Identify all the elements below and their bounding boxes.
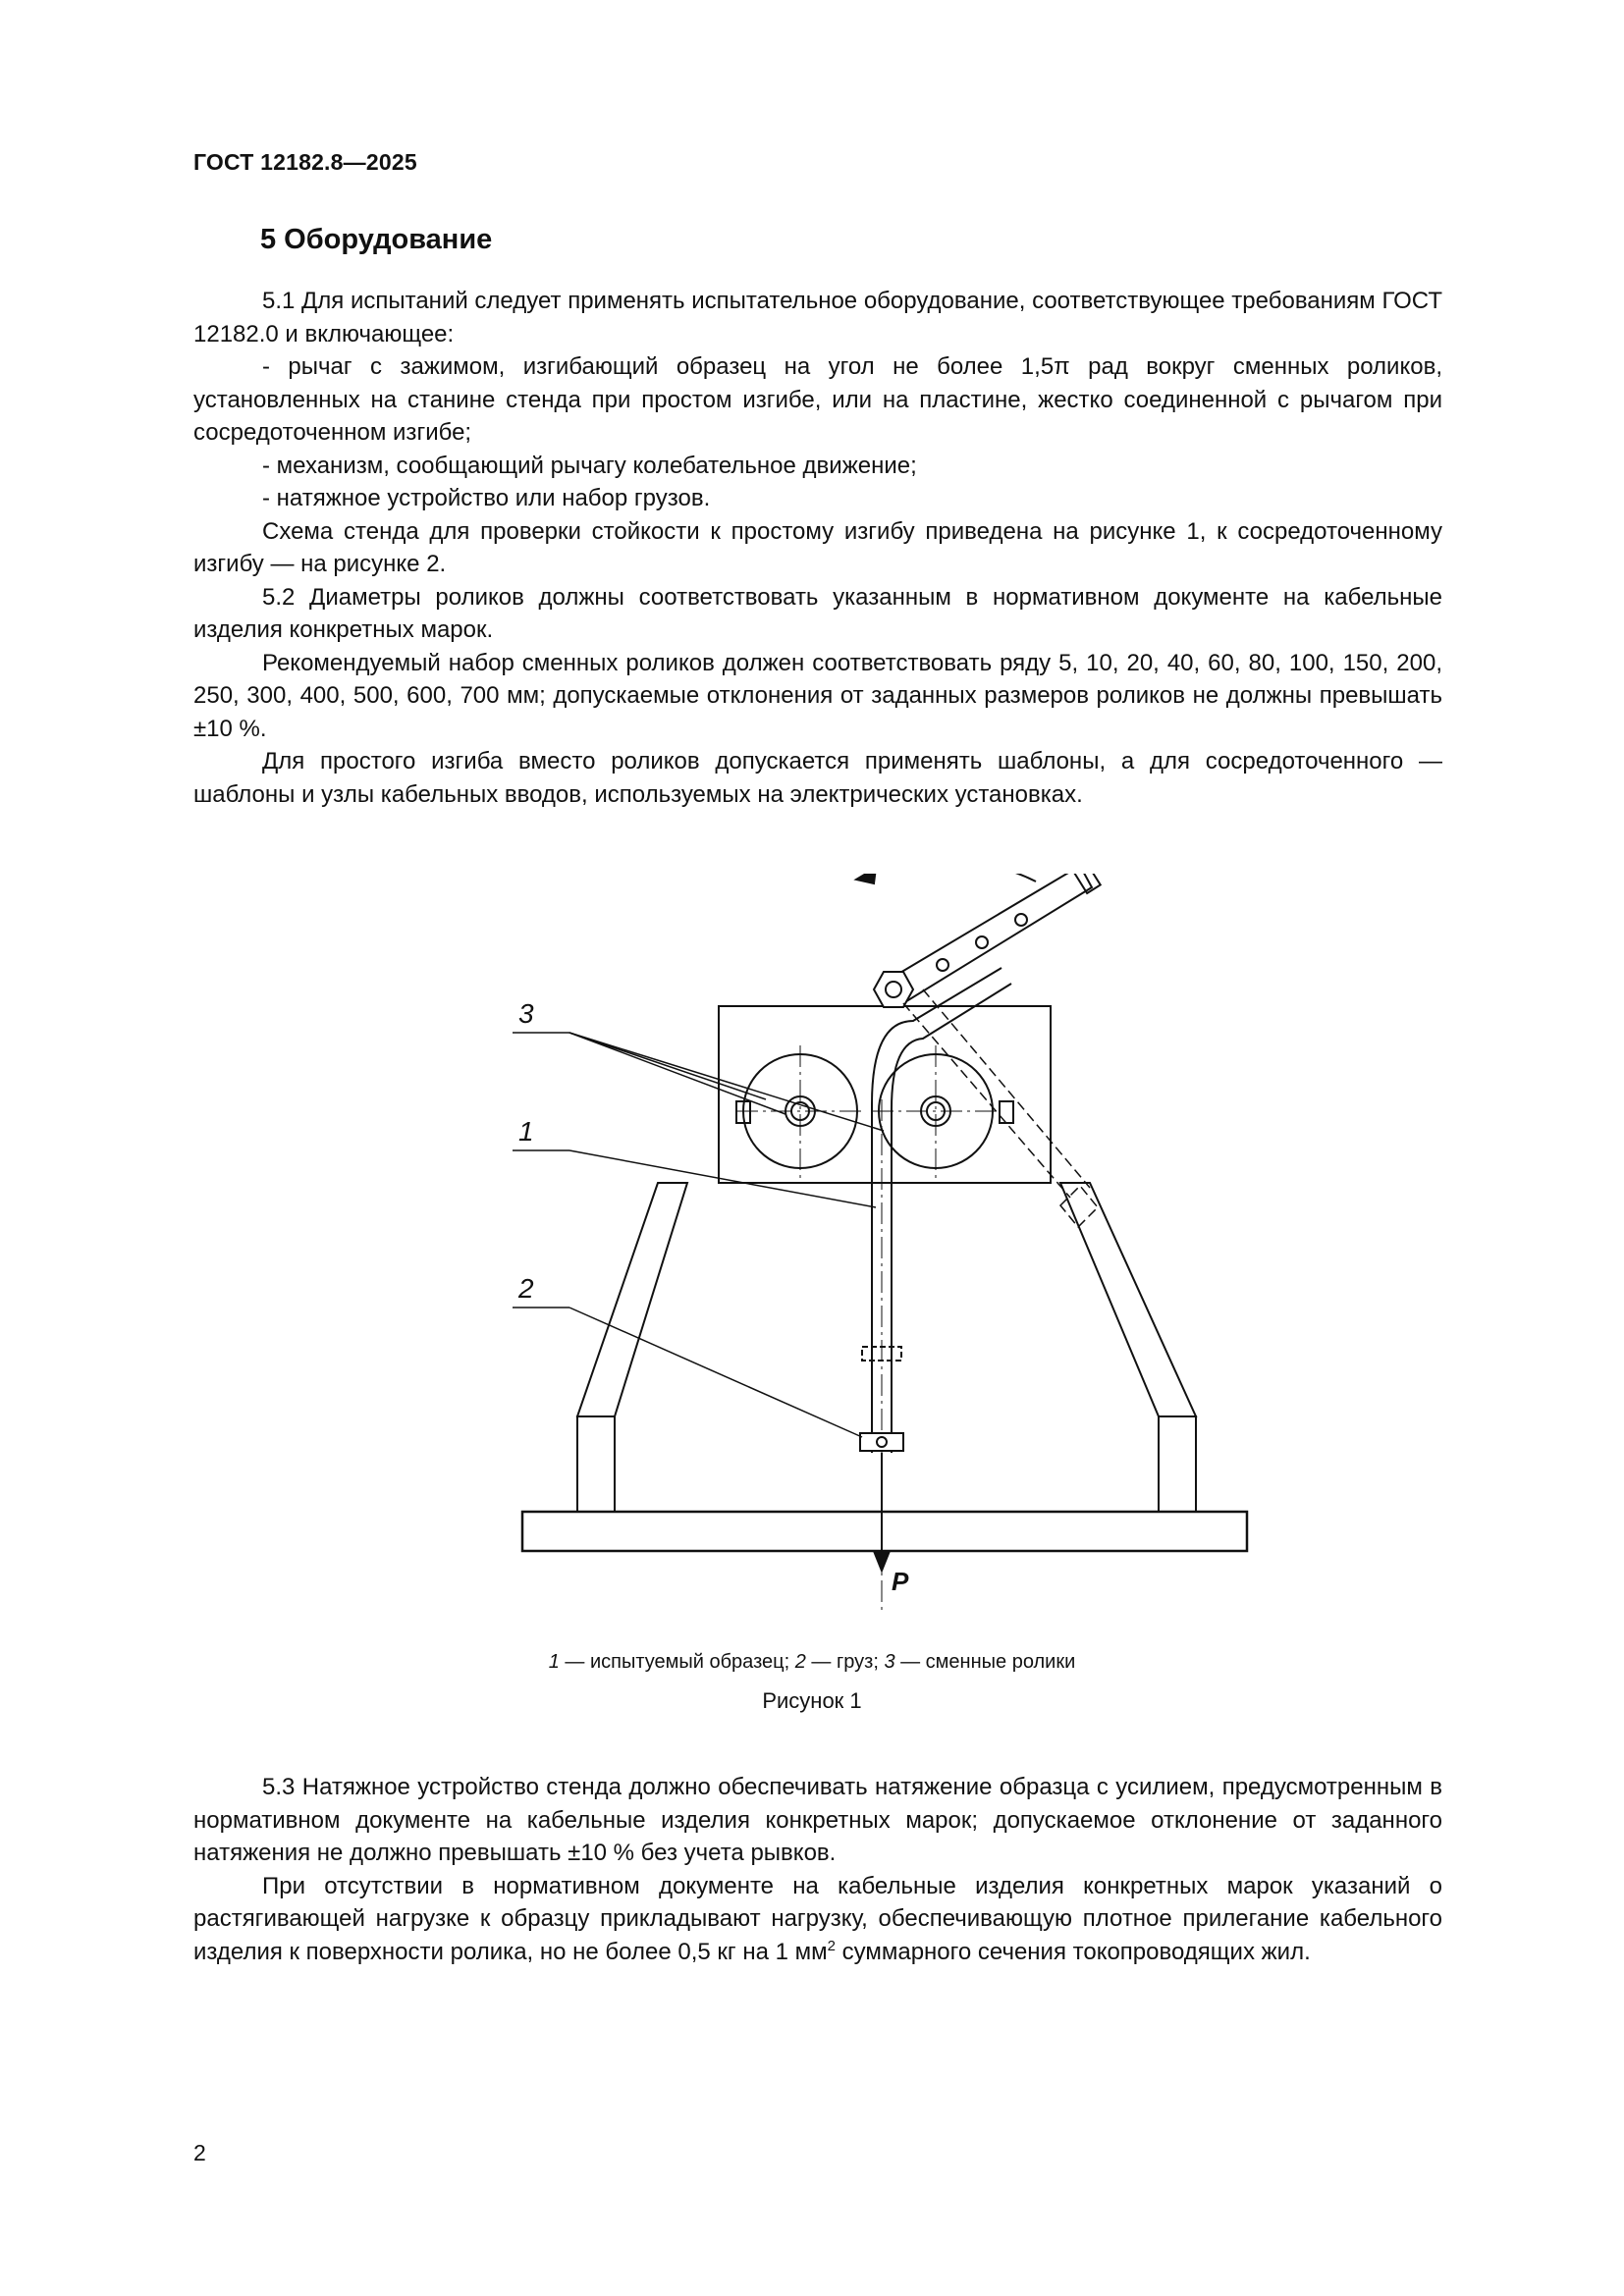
figure-1-diagram (491, 874, 1257, 1610)
figure-caption: Рисунок 1 (762, 1688, 862, 1713)
paragraph-scheme: Схема стенда для проверки стойкости к простому изгибу приведена на рисунке 1, к сосредоточенному изгибу — на рисунке 2. (193, 517, 1442, 577)
paragraph-5-2: 5.2 Диаметры роликов должны соответствовать указанным в нормативном документе на кабельные изделия конкретных марок. (193, 583, 1442, 643)
bending-lever (889, 874, 1092, 1003)
left-post (577, 1416, 615, 1512)
document-header: ГОСТ 12182.8—2025 (193, 149, 417, 175)
list-item-mechanism: - механизм, сообщающий рычагу колебательное движение; (262, 452, 917, 479)
callout-3: 3 (518, 998, 534, 1029)
left-leg (577, 1183, 687, 1416)
section-body-bottom (193, 1771, 1442, 1968)
paragraph-5-3: 5.3 Натяжное устройство стенда должно обеспечивать натяжение образца с усилием, предусмотренным в нормативном документе на кабельные изделия конкретных марок; допускаемое отклонение от заданного натяжения не должно превышать ±10 % без учета рывков. (193, 1774, 1442, 1866)
weight (860, 1433, 903, 1451)
callout-1: 1 (518, 1116, 534, 1147)
oscillation-arrow (864, 874, 1036, 881)
page-number: 2 (193, 2140, 206, 2165)
right-post (1159, 1416, 1196, 1512)
right-leg (1060, 1183, 1196, 1416)
callout-2: 2 (518, 1273, 534, 1304)
paragraph-roller-set: Рекомендуемый набор сменных роликов должен соответствовать ряду 5, 10, 20, 40, 60, 80, 100, 150, 200, 250, 300, 400, 500, 600, 700 мм; допускаемые отклонения от заданных размеров роликов не должны превышать ±10 %. (193, 649, 1442, 742)
section-title: 5 Оборудование (260, 224, 493, 255)
section-body-top (193, 285, 1442, 811)
paragraph-load: При отсутствии в нормативном документе на кабельные изделия конкретных марок указаний о растягивающей нагрузке к образцу прикладывают нагрузку, обеспечивающую плотное прилегание кабельного изделия к поверхности ролика, но не более 0,5 кг на 1 $мм^2$ суммарного сечения токопроводящих жил. (193, 1872, 1442, 1965)
figure-legend: 1 — испытуемый образец; 2 — груз; 3 — сменные ролики (548, 1651, 1076, 1673)
list-item-tension: - натяжное устройство или набор грузов. (262, 485, 711, 511)
force-label: P (892, 1567, 909, 1596)
paragraph-templates: Для простого изгиба вместо роликов допускается применять шаблоны, а для сосредоточенного — шаблоны и узлы кабельных вводов, используемых на электрических установках. (193, 748, 1442, 808)
base-plate (522, 1512, 1247, 1551)
list-item-lever: - рычаг с зажимом, изгибающий образец на угол не более 1,5π рад вокруг сменных роликов, установленных на станине стенда при простом изгибе, или на пластине, жестко соединенной с рычагом при сосредоточенном изгибе; (193, 353, 1442, 446)
paragraph-5-1: 5.1 Для испытаний следует применять испытательное оборудование, соответствующее требованиям ГОСТ 12182.0 и включающее: (193, 288, 1442, 347)
force-arrow (874, 1551, 890, 1571)
